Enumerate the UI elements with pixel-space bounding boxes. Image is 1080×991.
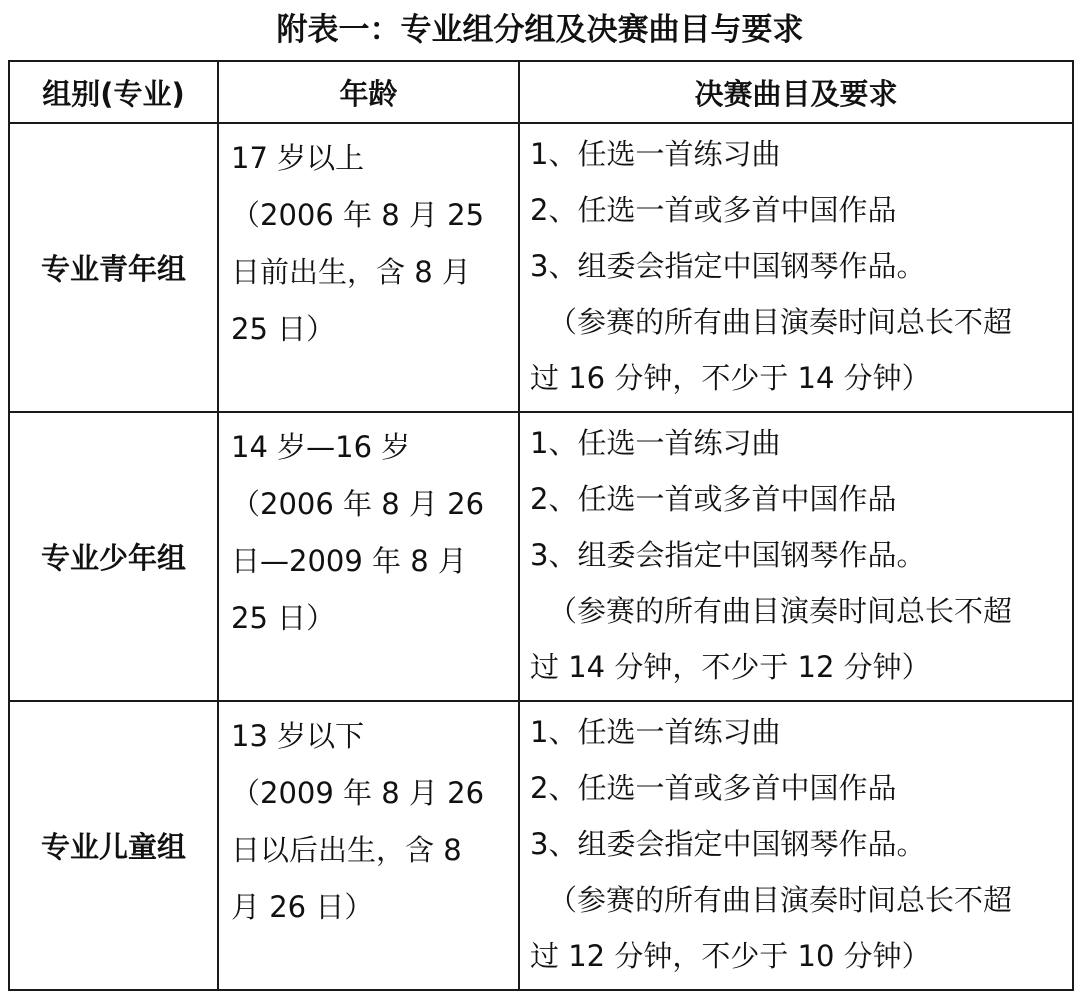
header-group: 组别(专业) [9, 61, 218, 123]
age-line: 13 岁以下 [231, 719, 365, 753]
piece-note-line: 过 14 分钟，不少于 12 分钟） [530, 650, 931, 684]
piece-line: 2、任选一首或多首中国作品 [530, 193, 897, 227]
age-line: 25 日） [231, 601, 336, 635]
piece-note-line: （参赛的所有曲目演奏时间总长不超 [548, 594, 1013, 628]
age-line: 日—2009 年 8 月 [231, 544, 467, 578]
age-line: 25 日） [231, 312, 336, 346]
header-row [9, 61, 1073, 123]
pieces-cell [519, 123, 1073, 412]
piece-line: 3、组委会指定中国钢琴作品。 [530, 538, 926, 572]
group-cell: 专业青年组 [9, 123, 218, 412]
piece-line: 2、任选一首或多首中国作品 [530, 771, 897, 805]
piece-note-line: （参赛的所有曲目演奏时间总长不超 [548, 883, 1013, 917]
piece-line: 3、组委会指定中国钢琴作品。 [530, 249, 926, 283]
piece-note-line: 过 12 分钟，不少于 10 分钟） [530, 939, 931, 973]
table-row [9, 701, 1073, 990]
group-cell: 专业儿童组 [9, 701, 218, 990]
requirements-table [8, 60, 1074, 991]
age-line: （2009 年 8 月 26 [231, 776, 485, 810]
piece-line: 1、任选一首练习曲 [530, 137, 781, 171]
group-cell: 专业少年组 [9, 412, 218, 701]
age-line: 14 岁—16 岁 [231, 430, 411, 464]
age-cell [218, 701, 519, 990]
age-cell [218, 412, 519, 701]
age-cell [218, 123, 519, 412]
table-title: 附表一：专业组分组及决赛曲目与要求 [276, 12, 804, 48]
piece-line: 1、任选一首练习曲 [530, 715, 781, 749]
piece-note-line: （参赛的所有曲目演奏时间总长不超 [548, 305, 1013, 339]
age-line: 月 26 日） [231, 890, 374, 924]
table-row [9, 412, 1073, 701]
piece-line: 2、任选一首或多首中国作品 [530, 482, 897, 516]
age-line: 日以后出生，含 8 [231, 833, 462, 867]
age-line: 17 岁以上 [231, 141, 365, 175]
age-line: （2006 年 8 月 26 [231, 487, 485, 521]
pieces-cell [519, 412, 1073, 701]
piece-line: 3、组委会指定中国钢琴作品。 [530, 827, 926, 861]
pieces-cell [519, 701, 1073, 990]
header-age: 年龄 [218, 61, 519, 123]
table-row [9, 123, 1073, 412]
piece-line: 1、任选一首练习曲 [530, 426, 781, 460]
age-line: 日前出生，含 8 月 [231, 255, 471, 289]
header-pieces: 决赛曲目及要求 [519, 61, 1073, 123]
piece-note-line: 过 16 分钟，不少于 14 分钟） [530, 361, 931, 395]
age-line: （2006 年 8 月 25 [231, 198, 485, 232]
